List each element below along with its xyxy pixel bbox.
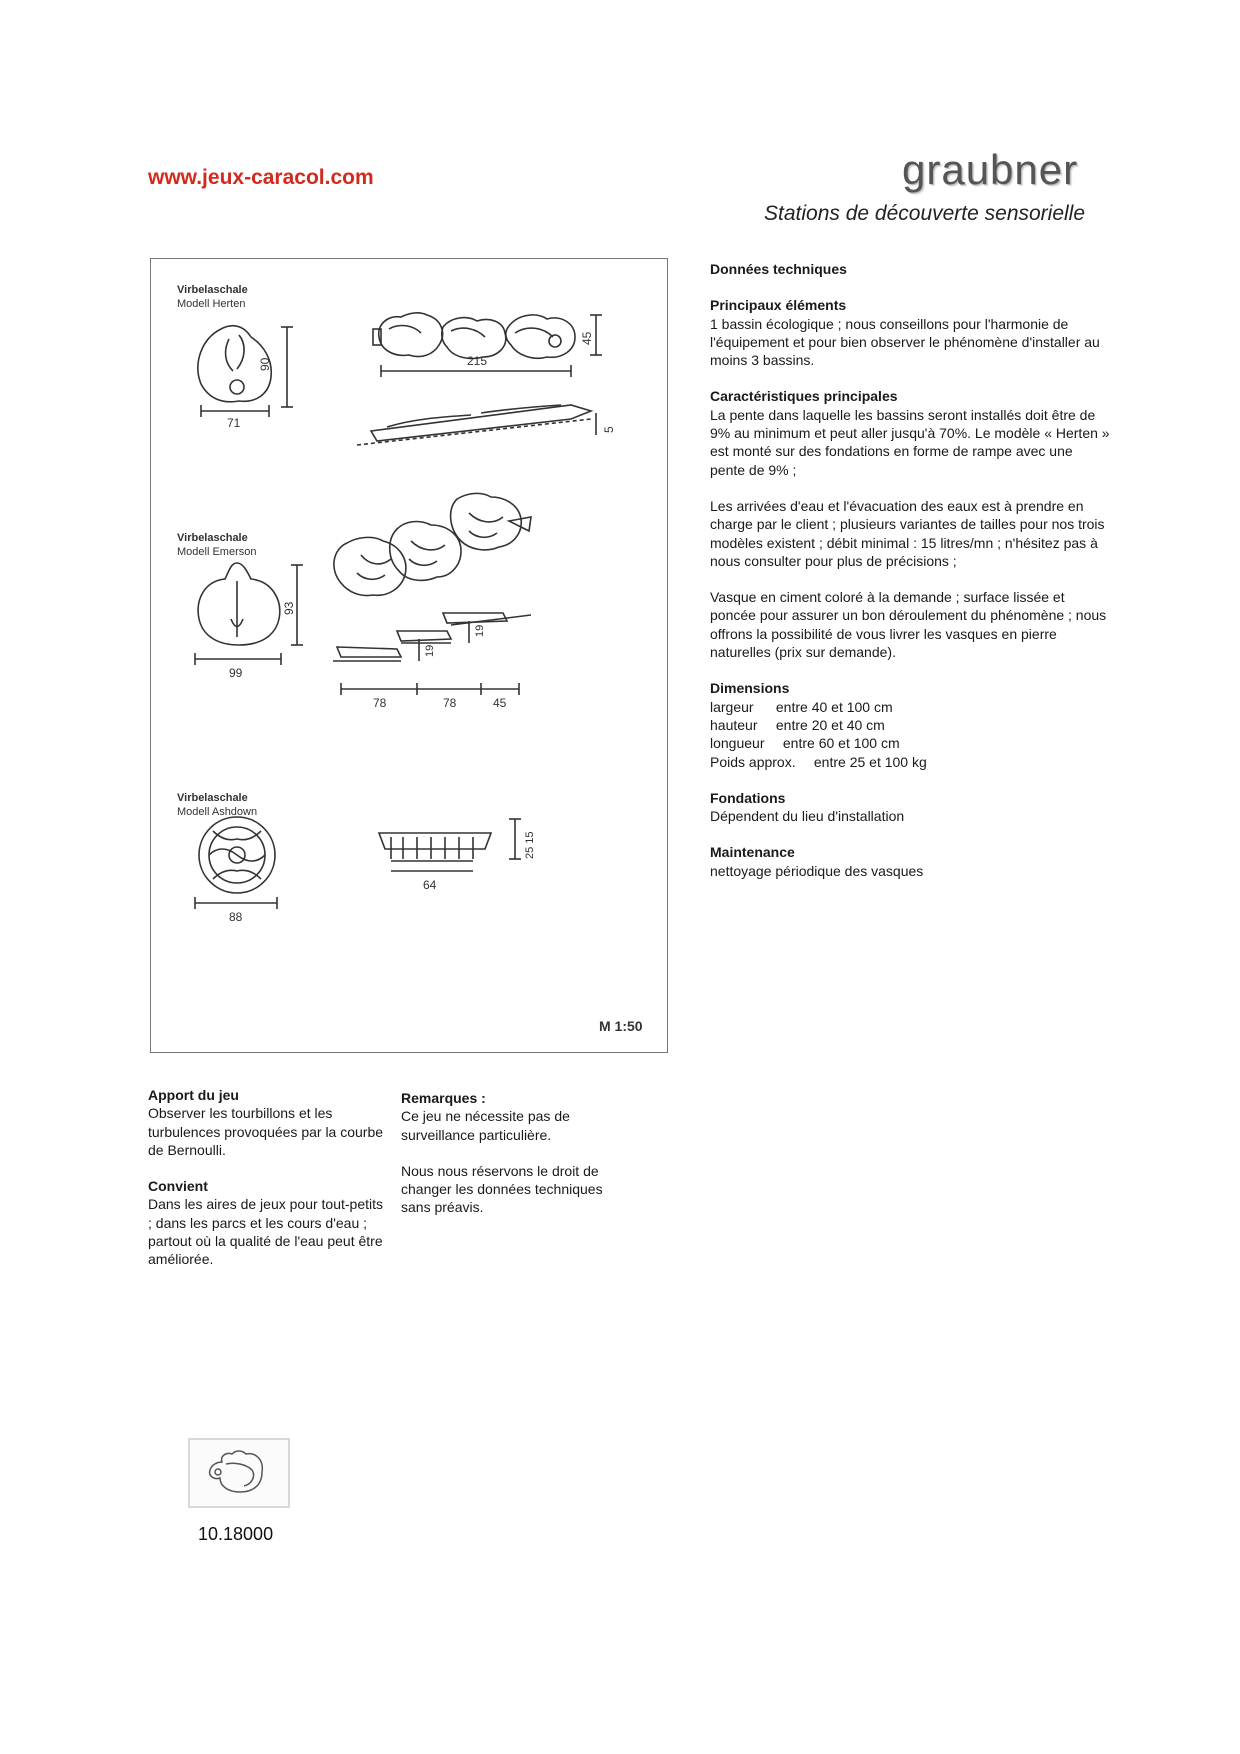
convient-text: Dans les aires de jeux pour tout-petits ; dans les parcs et les cours d'eau ; partout où la qualité de l'eau peut être améliorée. <box>148 1196 384 1268</box>
page-subtitle: Stations de découverte sensorielle <box>764 202 1086 225</box>
emerson-h1-label: 19 <box>424 644 436 657</box>
dimension-label: longueur <box>710 735 765 752</box>
dimension-label: largeur <box>710 698 754 715</box>
remarques-p1: Ce jeu ne nécessite pas de surveillance particulière. <box>401 1108 570 1143</box>
apport-text: Observer les tourbillons et les turbulences provoquées par la courbe de Bernoulli. <box>148 1105 384 1158</box>
model-emerson-type: Virbelaschale <box>177 532 248 544</box>
drawing-scale: M 1:50 <box>599 1018 643 1034</box>
dimension-row-weight <box>710 753 1110 771</box>
tech-title: Données techniques <box>710 261 847 277</box>
dimension-row-width <box>710 698 1110 716</box>
emerson-h2-label: 19 <box>474 624 486 637</box>
product-thumbnail <box>188 1438 290 1508</box>
convient-heading: Convient <box>148 1178 208 1195</box>
dimension-value: entre 20 et 40 cm <box>775 716 885 733</box>
emerson-seg3-label: 45 <box>493 696 507 710</box>
model-herten-type: Virbelaschale <box>177 284 248 296</box>
ashdown-width-label: 88 <box>229 910 243 924</box>
dimension-value: entre 25 et 100 kg <box>813 753 927 770</box>
remarks-column <box>401 1089 631 1235</box>
apport-heading: Apport du jeu <box>148 1087 239 1103</box>
remarques-p2: Nous nous réservons le droit de changer les données techniques sans préavis. <box>401 1162 603 1216</box>
characteristics-p2: Les arrivées d'eau et l'évacuation des eaux est à prendre en charge par le client ; plusieurs variantes de tailles pour nos trois modèles existent ; débit minimal : 15 litres/mn ; n'hésitez pas à nous consulter pour plus de précisions ; <box>710 497 1105 569</box>
dimension-row-length <box>710 734 1110 752</box>
foundations-text: Dépendent du lieu d'installation <box>710 808 905 825</box>
maintenance-heading: Maintenance <box>710 844 795 861</box>
model-herten-name: Modell Herten <box>177 298 246 310</box>
characteristics-heading: Caractéristiques principales <box>710 388 898 405</box>
dimension-value: entre 60 et 100 cm <box>782 735 900 752</box>
principal-text: 1 bassin écologique ; nous conseillons pour l'harmonie de l'équipement et pour bien observer le phénomène d'installer au moins 3 bassins. <box>710 315 1100 369</box>
herten-total-length-label: 215 <box>467 354 488 368</box>
herten-slope-label: 5 <box>602 426 616 433</box>
emerson-seg2-label: 78 <box>443 696 457 710</box>
website-link[interactable]: www.jeux-caracol.com <box>148 166 374 189</box>
herten-side-height-label: 45 <box>580 331 594 345</box>
characteristics-p1: La pente dans laquelle les bassins seront installés doit être de 9% au minimum et peut aller jusqu'à 70%. Le modèle « Herten » est monté sur des fondations en forme de rampe avec une pente de 9% ; <box>710 406 1110 478</box>
brand-logo: graubner <box>902 146 1079 193</box>
model-ashdown-name: Modell Ashdown <box>177 806 258 818</box>
technical-drawing <box>150 258 668 1053</box>
ashdown-base-label: 64 <box>423 878 437 892</box>
technical-data <box>710 260 1110 898</box>
emerson-height-label: 93 <box>282 601 296 615</box>
remarques-heading: Remarques : <box>401 1090 486 1106</box>
model-ashdown-type: Virbelaschale <box>177 792 248 804</box>
dimension-value: entre 40 et 100 cm <box>775 698 893 715</box>
emerson-width-label: 99 <box>229 666 243 680</box>
model-emerson-name: Modell Emerson <box>177 546 257 558</box>
herten-width-label: 71 <box>227 416 241 430</box>
play-value-column <box>148 1086 388 1287</box>
maintenance-text: nettoyage périodique des vasques <box>710 862 924 879</box>
emerson-seg1-label: 78 <box>373 696 387 710</box>
basin-outline-icon <box>190 1440 288 1506</box>
dimension-label: hauteur <box>710 716 758 733</box>
foundations-heading: Fondations <box>710 789 786 806</box>
ashdown-height-label: 25 15 <box>524 831 536 859</box>
dimension-label: Poids approx. <box>710 753 796 770</box>
dimensions-heading: Dimensions <box>710 680 790 697</box>
characteristics-p3: Vasque en ciment coloré à la demande ; surface lissée et poncée pour assurer un bon déroulement du phénomène ; nous offrons la possibilité de vous livrer les vasques en pierre naturelles (prix sur demande). <box>710 589 1107 661</box>
herten-height-label: 90 <box>258 357 272 371</box>
dimension-row-height <box>710 716 1110 734</box>
product-code: 10.18000 <box>198 1524 274 1544</box>
principal-heading: Principaux éléments <box>710 297 847 314</box>
